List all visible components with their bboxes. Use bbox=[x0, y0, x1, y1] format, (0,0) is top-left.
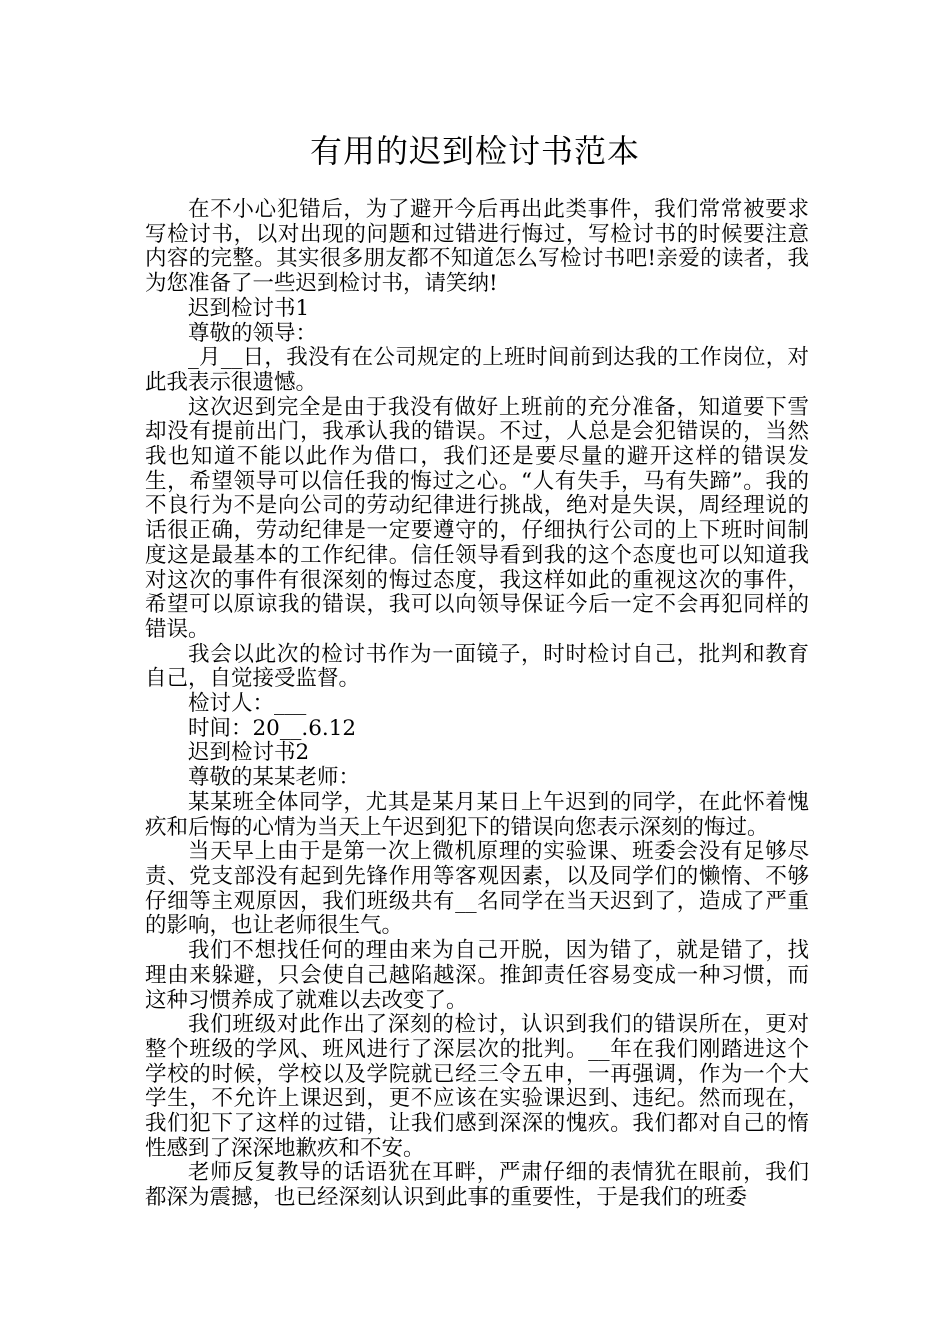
paragraph-body: 某某班全体同学，尤其是某月某日上午迟到的同学，在此怀着愧疚和后悔的心情为当天上午迟到犯下的错误向您表示深刻的悔过。 bbox=[145, 789, 809, 840]
paragraph-body: 我们班级对此作出了深刻的检讨，认识到我们的错误所在，更对整个班级的学风、班风进行了深层次的批判。__年在我们刚踏进这个学校的时候，学校以及学院就已经三令五申，一再强调，作为一个大学生，不允许上课迟到，更不应该在实验课迟到、违纪。然而现在，我们犯下了这样的过错，让我们感到深深的愧疚。我们都对自己的惰性感到了深深地歉疚和不安。 bbox=[145, 1012, 809, 1161]
paragraph-body: 我们不想找任何的理由来为自己开脱，因为错了，就是错了，找理由来躲避，只会使自己越陷越深。推卸责任容易变成一种习惯，而这种习惯养成了就难以去改变了。 bbox=[145, 938, 809, 1013]
paragraph-body: 老师反复教导的话语犹在耳畔，严肃仔细的表情犹在眼前，我们都深为震撼，也已经深刻认识到此事的重要性，于是我们的班委 bbox=[145, 1160, 809, 1211]
paragraph-body: 这次迟到完全是由于我没有做好上班前的充分准备，知道要下雪却没有提前出门，我承认我的错误。不过，人总是会犯错误的，当然我也知道不能以此作为借口，我们还是要尽量的避开这样的错误发生，希望领导可以信任我的悔过之心。“人有失手，马有失蹄”。我的不良行为不是向公司的劳动纪律进行挑战，绝对是失误，周经理说的话很正确，劳动纪律是一定要遵守的，仔细执行公司的上下班时间制度这是最基本的工作纪律。信任领导看到我的这个态度也可以知道我对这次的事件有很深刻的悔过态度，我这样如此的重视这次的事件，希望可以原谅我的错误，我可以向领导保证今后一定不会再犯同样的错误。 bbox=[145, 394, 809, 642]
document-title: 有用的迟到检讨书范本 bbox=[309, 132, 640, 170]
paragraph-body: 我会以此次的检讨书作为一面镜子，时时检讨自己，批判和教育自己，自觉接受监督。 bbox=[145, 641, 809, 692]
paragraph-date: 时间：20__.6.12 bbox=[188, 715, 357, 741]
paragraph-body: _月__日，我没有在公司规定的上班时间前到达我的工作岗位，对此我表示很遗憾。 bbox=[145, 345, 809, 395]
paragraph-heading-letter-1: 迟到检讨书1 bbox=[188, 295, 310, 321]
paragraph-body: 当天早上由于是第一次上微机原理的实验课、班委会没有足够尽责、党支部没有起到先锋作用等客观因素，以及同学们的懒惰、不够仔细等主观原因，我们班级共有__名同学在当天迟到了，造成了严重的影响，也让老师很生气。 bbox=[145, 839, 809, 939]
paragraph-salutation-2: 尊敬的某某老师： bbox=[188, 765, 361, 791]
paragraph-signature: 检讨人：___ bbox=[188, 691, 307, 717]
paragraph-heading-letter-2: 迟到检讨书2 bbox=[188, 740, 310, 766]
document-body bbox=[145, 198, 809, 1211]
paragraph-salutation-1: 尊敬的领导： bbox=[188, 320, 318, 346]
paragraph-intro: 在不小心犯错后，为了避开今后再出此类事件，我们常常被要求写检讨书，以对出现的问题和过错进行悔过，写检讨书的时候要注意内容的完整。其实很多朋友都不知道怎么写检讨书吧!亲爱的读者，我为您准备了一些迟到检讨书，请笑纳! bbox=[145, 197, 809, 297]
